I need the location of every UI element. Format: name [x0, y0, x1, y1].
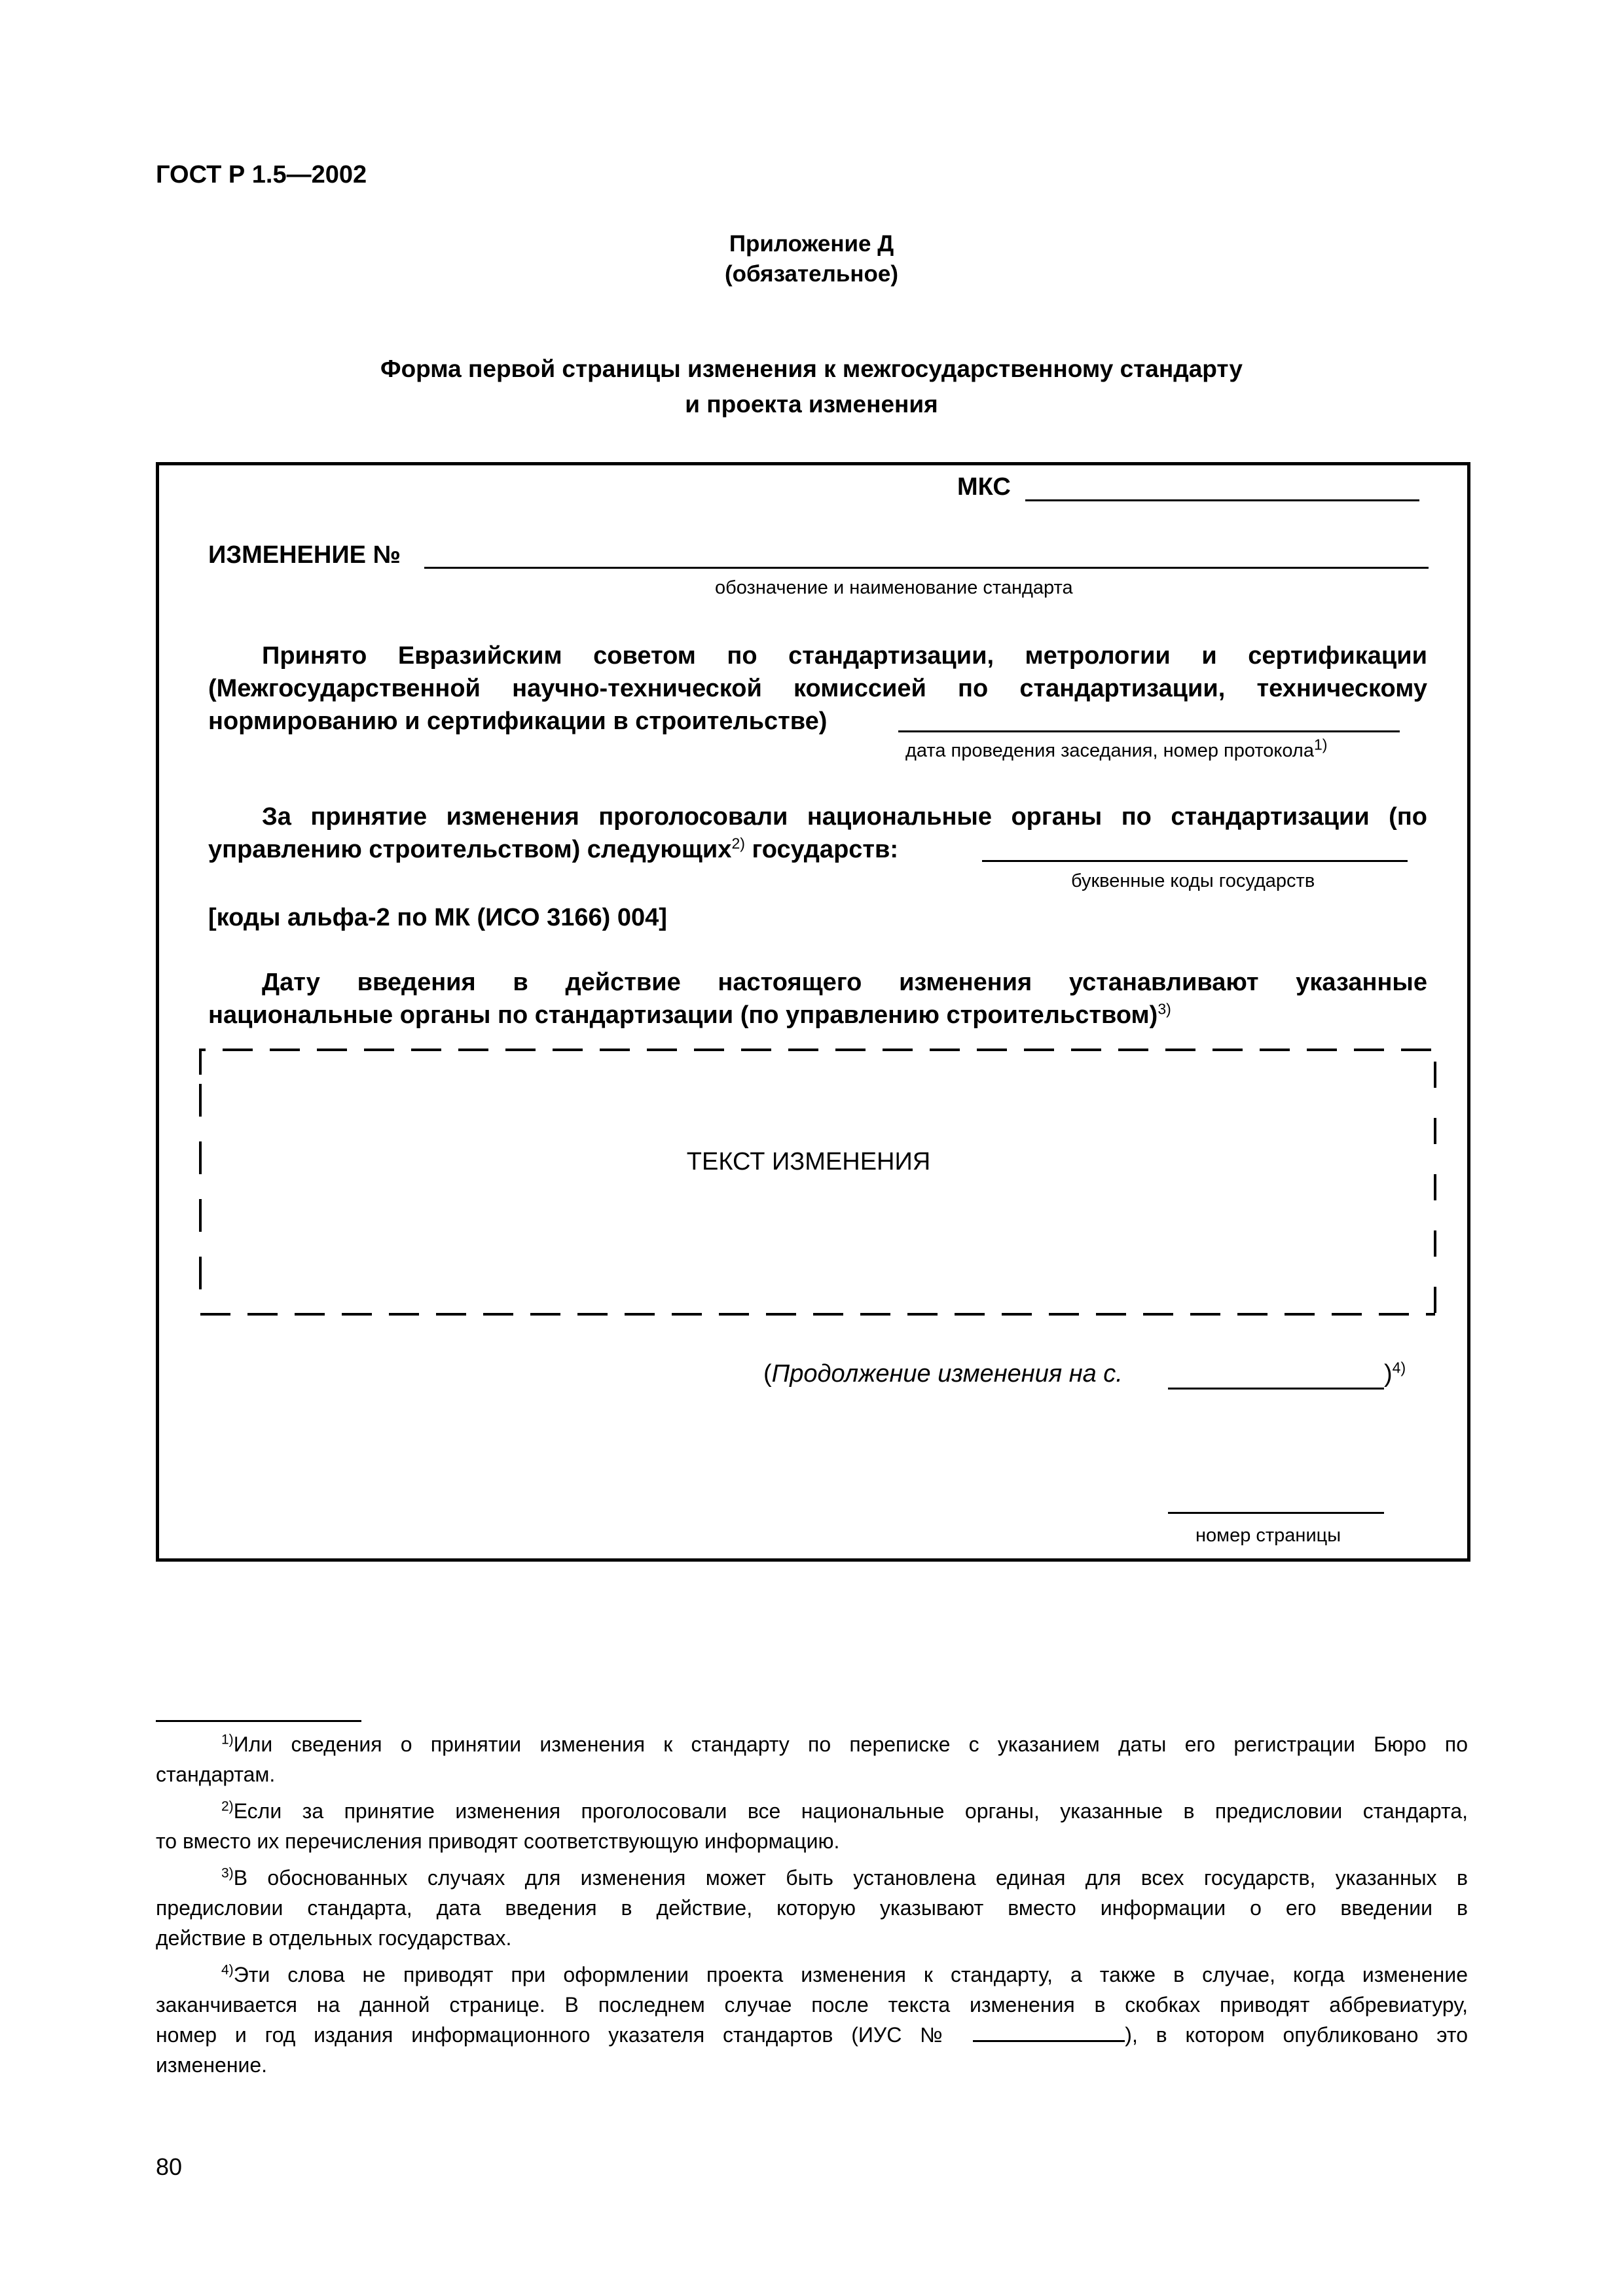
footnote-1-text: Или сведения о принятии изменения к стандарту по переписке с указанием даты его регистрации Бюро по — [233, 1732, 1468, 1756]
continuation-page-blank-line — [1168, 1388, 1384, 1390]
mks-blank-line — [1025, 499, 1419, 501]
accepted-line3: нормированию и сертификации в строительстве) — [208, 708, 828, 735]
footnote-1-line2: стандартам. — [156, 1763, 276, 1786]
footnote-2-mark: 2) — [221, 1799, 234, 1814]
form-title-line2: и проекта изменения — [685, 391, 938, 418]
voted-line2-text: управлению строительством) следующих — [208, 836, 732, 863]
footnote-3-mark: 3) — [221, 1865, 234, 1881]
change-text-placeholder: ТЕКСТ ИЗМЕНЕНИЯ — [686, 1148, 931, 1175]
voted-line1: За принятие изменения проголосовали национальные органы по стандартизации (по — [262, 803, 1427, 831]
appendix-heading — [0, 229, 1623, 289]
voted-line2 — [208, 833, 898, 867]
footnote-ref-4: 4) — [1392, 1359, 1406, 1376]
continuation-note — [763, 1360, 1123, 1388]
continuation-text: Продолжение изменения на с. — [771, 1360, 1123, 1388]
meeting-date-caption-text: дата проведения заседания, номер протокола — [905, 740, 1314, 761]
footnote-1 — [156, 1729, 1468, 1789]
effective-date-line2-text: национальные органы по стандартизации (по управлению строительством) — [208, 1001, 1158, 1029]
alpha2-codes-text: [коды альфа-2 по МК (ИСО 3166) 004] — [208, 904, 667, 931]
footnote-2-line1 — [156, 1796, 1468, 1826]
state-codes-caption: буквенные коды государств — [1071, 870, 1315, 891]
footnote-ref-2: 2) — [731, 834, 745, 852]
dashed-box-top — [200, 1050, 1435, 1075]
footnote-4 — [156, 1960, 1468, 2080]
footnote-4-mark: 4) — [221, 1962, 234, 1978]
footnote-4-line3 — [156, 2020, 1468, 2050]
continuation-open-paren: ( — [763, 1360, 772, 1388]
appendix-title: Приложение Д — [729, 231, 894, 257]
change-number-label: ИЗМЕНЕНИЕ № — [208, 541, 401, 569]
footnote-3 — [156, 1863, 1468, 1953]
page-number-caption: номер страницы — [1195, 1525, 1341, 1546]
continuation-close — [1384, 1360, 1406, 1388]
footnote-3-line2: предисловии стандарта, дата введения в действие, которую указывают вместо информации о его введении в — [156, 1896, 1468, 1920]
change-number-blank-line — [424, 567, 1429, 569]
footnote-ref-1: 1) — [1313, 736, 1328, 753]
voted-line2-states: государств: — [752, 836, 899, 863]
meeting-date-blank-line — [898, 730, 1400, 732]
effective-date-line1: Дату введения в действие настоящего изменения устанавливают указанные — [262, 969, 1427, 996]
mks-label: МКС — [957, 473, 1011, 501]
form-title-line1: Форма первой страницы изменения к межгосударственному стандарту — [380, 355, 1243, 382]
footnote-2-text: Если за принятие изменения проголосовали все национальные органы, указанные в предисловии стандарта, — [233, 1799, 1468, 1823]
footnote-3-line1 — [156, 1863, 1468, 1893]
accepted-line2: (Межгосударственной научно-технической комиссией по стандартизации, техническому — [208, 675, 1427, 702]
effective-date-line2 — [208, 998, 1171, 1033]
footnote-ref-3: 3) — [1158, 1000, 1171, 1018]
accepted-line1: Принято Евразийским советом по стандартизации, метрологии и сертификации — [262, 642, 1427, 670]
standard-designation-caption: обозначение и наименование стандарта — [715, 577, 1073, 598]
page-number: 80 — [156, 2153, 183, 2180]
footnote-4-line4: изменение. — [156, 2053, 268, 2077]
footnote-2-line2: то вместо их перечисления приводят соответствующую информацию. — [156, 1829, 840, 1853]
footnote-2 — [156, 1796, 1468, 1856]
footnote-separator — [156, 1720, 361, 1722]
change-text-dashed-box — [196, 1046, 1440, 1334]
meeting-date-caption — [905, 736, 1328, 762]
continuation-close-paren: ) — [1384, 1360, 1393, 1388]
footnote-3-text: В обоснованных случаях для изменения может быть установлена единая для всех государств, указанных в — [233, 1866, 1468, 1890]
page-number-blank-line — [1168, 1512, 1384, 1514]
footnote-4-line3-b: ), в котором опубликовано это — [1125, 2023, 1468, 2047]
footnote-3-line3: действие в отдельных государствах. — [156, 1926, 512, 1950]
footnote-4-text: Эти слова не приводят при оформлении проекта изменения к стандарту, а также в случае, когда изменение — [233, 1963, 1468, 1986]
footnote-1-mark: 1) — [221, 1732, 234, 1748]
footnote-4-line3-a: номер и год издания информационного указателя стандартов (ИУС № — [156, 2023, 955, 2047]
footnote-1-line1 — [156, 1729, 1468, 1759]
ius-number-blank-line — [973, 2022, 1125, 2042]
state-codes-blank-line — [982, 860, 1408, 862]
footnote-4-line2: заканчивается на данной странице. В последнем случае после текста изменения в скобках приводят аббревиатуру, — [156, 1993, 1468, 2017]
appendix-status: (обязательное) — [724, 261, 898, 287]
document-code: ГОСТ Р 1.5—2002 — [156, 161, 367, 188]
form-title — [0, 351, 1623, 422]
footnote-4-line1 — [156, 1960, 1468, 1990]
